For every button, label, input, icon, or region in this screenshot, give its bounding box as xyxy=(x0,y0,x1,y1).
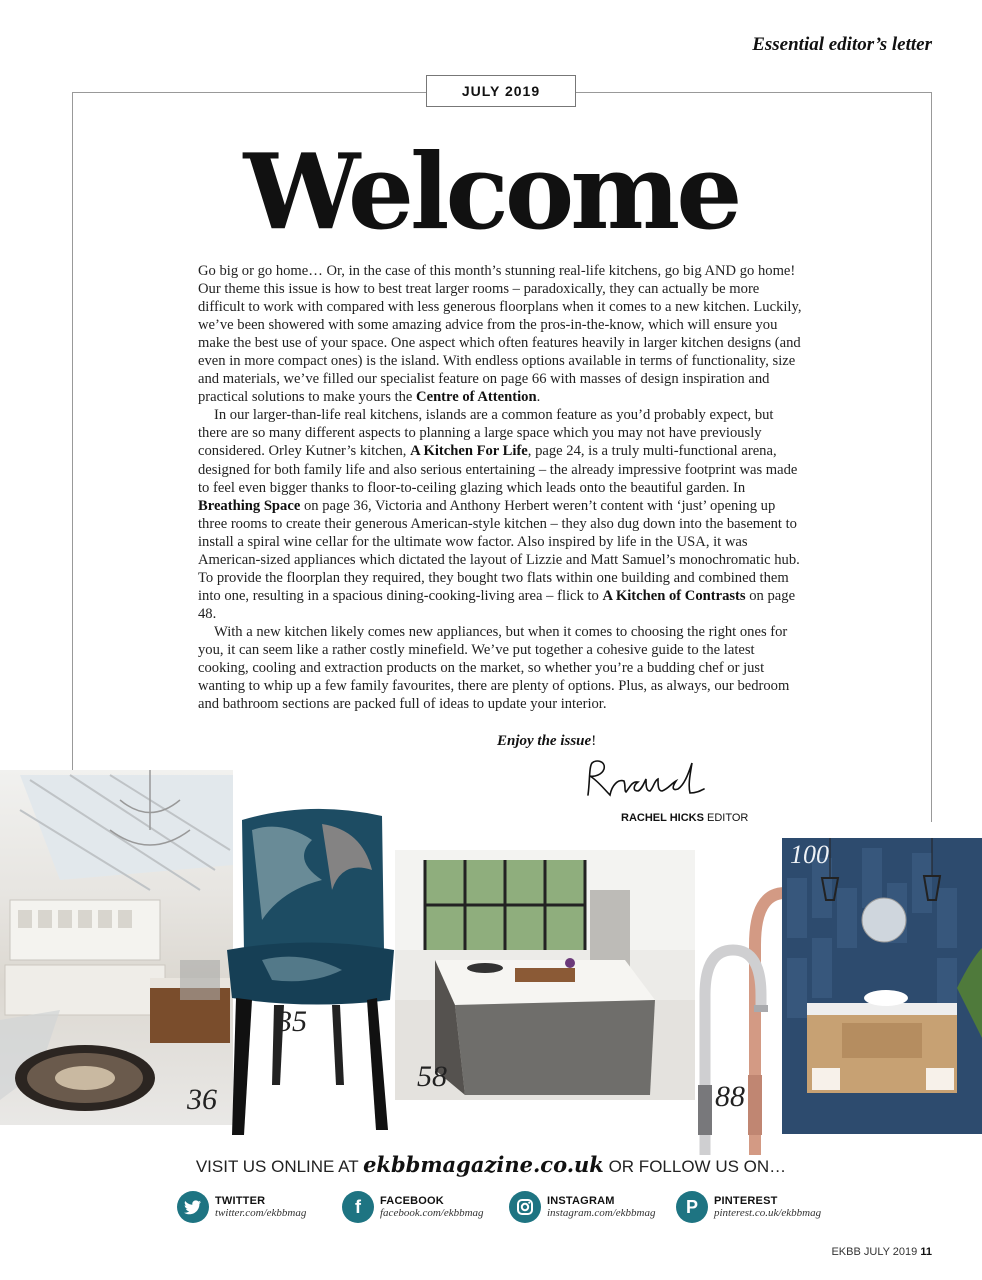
section-label: Essential editor’s letter xyxy=(752,34,932,55)
page-footer: EKBB JULY 2019 11 xyxy=(831,1246,932,1258)
paragraph-3: With a new kitchen likely comes new appliances, but when it comes to choosing the right ones for you, it can seem like a rather costly minefield. We’ve put together a cohesive guide to the latest cooking, cooling and extraction products on the market, so whether you’re a budding chef or just wanting to whip up a few family favourites, there are plenty of options. Plus, as always, our bedroom and bathroom sections are packed full of ideas to update your interior. xyxy=(198,623,790,713)
pinterest-icon: P xyxy=(676,1191,708,1223)
page-number-88: 88 xyxy=(715,1080,745,1113)
social-facebook[interactable]: f FACEBOOK facebook.com/ekbbmag xyxy=(342,1190,484,1224)
page-number-36: 36 xyxy=(187,1083,217,1116)
photo-kitchen-island xyxy=(395,850,695,1100)
social-instagram[interactable]: INSTAGRAM instagram.com/ekbbmag xyxy=(509,1190,655,1224)
social-twitter[interactable]: TWITTER twitter.com/ekbbmag xyxy=(177,1190,306,1224)
page-number-100: 100 xyxy=(790,840,829,869)
twitter-icon xyxy=(177,1191,209,1223)
photo-kitchen-skylight xyxy=(0,770,233,1125)
page-number-35: 35 xyxy=(277,1005,307,1038)
editor-credit: RACHEL HICKS EDITOR xyxy=(621,812,749,824)
editor-letter-body xyxy=(198,262,804,713)
photo-chair xyxy=(222,800,398,1140)
editor-signature xyxy=(580,755,710,807)
visit-online: VISIT US ONLINE AT ekbbmagazine.co.uk OR FOLLOW US ON… xyxy=(195,1152,787,1177)
facebook-icon: f xyxy=(342,1191,374,1223)
page-title: Welcome xyxy=(243,130,739,253)
photo-bathroom xyxy=(782,838,982,1134)
instagram-icon xyxy=(509,1191,541,1223)
social-pinterest[interactable]: P PINTEREST pinterest.co.uk/ekbbmag xyxy=(676,1190,821,1224)
paragraph-1: Go big or go home… Or, in the case of this month’s stunning real-life kitchens, go big AND go home! Our theme this issue is how to best treat larger rooms – paradoxically, they can actually be more difficult to work with compared with less generous floorplans when it comes to a new kitchen. Luckily, we’ve been showered with some amazing advice from the pros-in-the-know, which will ensure you make the best use of your space. One aspect which often features heavily in larger kitchen designs (and even in more compact ones) is the island. With endless options available in terms of functionality, size and materials, we’ve filled our specialist feature on page 66 with masses of design inspiration and practical solutions to make yours the Centre of Attention. xyxy=(198,263,802,406)
website-link[interactable]: ekbbmagazine.co.uk xyxy=(363,1152,604,1177)
issue-date: JULY 2019 xyxy=(426,75,576,107)
signoff: Enjoy the issue! xyxy=(497,733,597,749)
paragraph-2: In our larger-than-life real kitchens, islands are a common feature as you’d probably expect, but there are so many different aspects to planning a large space which you may not have previously considered. Orley Kutner’s kitchen, A Kitchen For Life, page 24, is a truly multi-functional arena, designed for both family life and also serious entertaining – the already impressive footprint was made to feel even bigger thanks to floor-to-ceiling glazing which leads onto the beautiful garden. In Breathing Space on page 36, Victoria and Anthony Herbert weren’t content with ‘just’ opening up three rooms to create their generous American-style kitchen – they also dug down into the basement to install a spiral wine cellar for the ultimate wow factor. Also inspired by life in the USA, it was American-sized appliances which dictated the layout of Lizzie and Matt Samuel’s monochromatic hub. To provide the floorplan they required, they bought two flats within one building and combined them into one, resulting in a spacious dining-cooking-living area – flick to A Kitchen of Contrasts on page 48. xyxy=(198,407,800,622)
page-number-58: 58 xyxy=(417,1060,447,1093)
